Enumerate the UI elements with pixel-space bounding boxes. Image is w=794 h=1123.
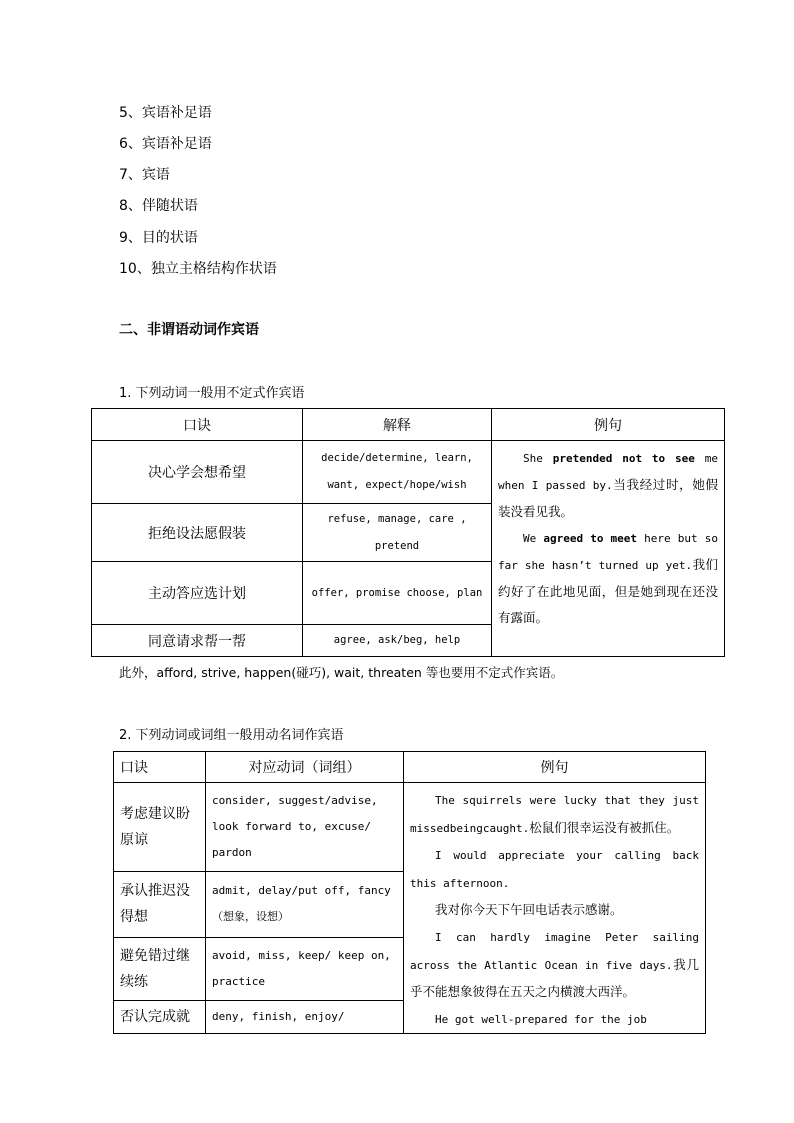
part2-title: 2. 下列动词或词组一般用动名词作宾语 xyxy=(119,728,344,743)
table-header-row xyxy=(92,409,725,441)
example-2: We agreed to meet here but so far she hasn’t turned up yet.我们约好了在此地见面，但是她到现在还没有露面。 xyxy=(498,532,718,625)
col-header-example: 例句 xyxy=(492,409,725,441)
rhyme-cell: 决心学会想希望 xyxy=(92,441,303,504)
col-header-verbs: 对应动词（词组） xyxy=(206,752,404,783)
list-item: 6、宾语补足语 xyxy=(119,136,212,152)
table-header-row xyxy=(114,752,706,783)
rhyme-cell: 拒绝设法愿假装 xyxy=(92,504,303,562)
example-3: I can hardly imagine Peter sailing across the Atlantic Ocean in five days.我几乎不能想象彼得在五天之内横渡大西洋。 xyxy=(410,930,699,1000)
verbs-cell: agree, ask/beg, help xyxy=(303,625,492,657)
example-cell xyxy=(492,441,725,657)
rhyme-cell: 承认推迟没得想 xyxy=(114,871,206,937)
rhyme-cell: 同意请求帮一帮 xyxy=(92,625,303,657)
infinitive-object-table xyxy=(91,408,725,657)
verbs-cell: admit, delay/put off, fancy （想象，设想） xyxy=(206,871,404,937)
verbs-cell: deny, finish, enjoy/ xyxy=(206,1001,404,1034)
verbs-cell: offer, promise choose, plan xyxy=(303,562,492,625)
col-header-explanation: 解释 xyxy=(303,409,492,441)
gerund-object-table xyxy=(113,751,706,1034)
list-item: 8、伴随状语 xyxy=(119,198,198,214)
example-1: The squirrels were lucky that they just missedbeingcaught.松鼠们很幸运没有被抓住。 xyxy=(410,794,699,835)
rhyme-cell: 否认完成就 xyxy=(114,1001,206,1034)
col-header-example: 例句 xyxy=(404,752,706,783)
list-item: 5、宾语补足语 xyxy=(119,105,212,121)
part1-title: 1. 下列动词一般用不定式作宾语 xyxy=(119,386,305,401)
table-row xyxy=(114,783,706,872)
infinitive-note: 此外，afford, strive, happen(碰巧), wait, threaten 等也要用不定式作宾语。 xyxy=(119,665,564,680)
verbs-cell: avoid, miss, keep/ keep on, practice xyxy=(206,937,404,1001)
rhyme-cell: 考虑建议盼原谅 xyxy=(114,783,206,872)
table-row xyxy=(92,441,725,504)
list-item: 10、独立主格结构作状语 xyxy=(119,261,277,277)
list-item: 7、宾语 xyxy=(119,167,170,183)
verbs-cell: refuse, manage, care , pretend xyxy=(303,504,492,562)
col-header-rhyme: 口诀 xyxy=(114,752,206,783)
rhyme-cell: 避免错过继续练 xyxy=(114,937,206,1001)
example-2: I would appreciate your calling back this afternoon. xyxy=(410,849,699,890)
col-header-rhyme: 口诀 xyxy=(92,409,303,441)
section-title: 二、非谓语动词作宾语 xyxy=(119,322,259,338)
example-1: She pretended not to see me when I passed by.当我经过时，她假装没看见我。 xyxy=(498,452,718,519)
example-2-translation: 我对你今天下午回电话表示感谢。 xyxy=(435,902,623,918)
verbs-cell: consider, suggest/advise, look forward to, excuse/ pardon xyxy=(206,783,404,872)
rhyme-cell: 主动答应选计划 xyxy=(92,562,303,625)
example-4: He got well-prepared for the job xyxy=(435,1012,647,1026)
list-item: 9、目的状语 xyxy=(119,230,198,246)
verbs-cell: decide/determine, learn, want, expect/hope/wish xyxy=(303,441,492,504)
example-cell xyxy=(404,783,706,1034)
